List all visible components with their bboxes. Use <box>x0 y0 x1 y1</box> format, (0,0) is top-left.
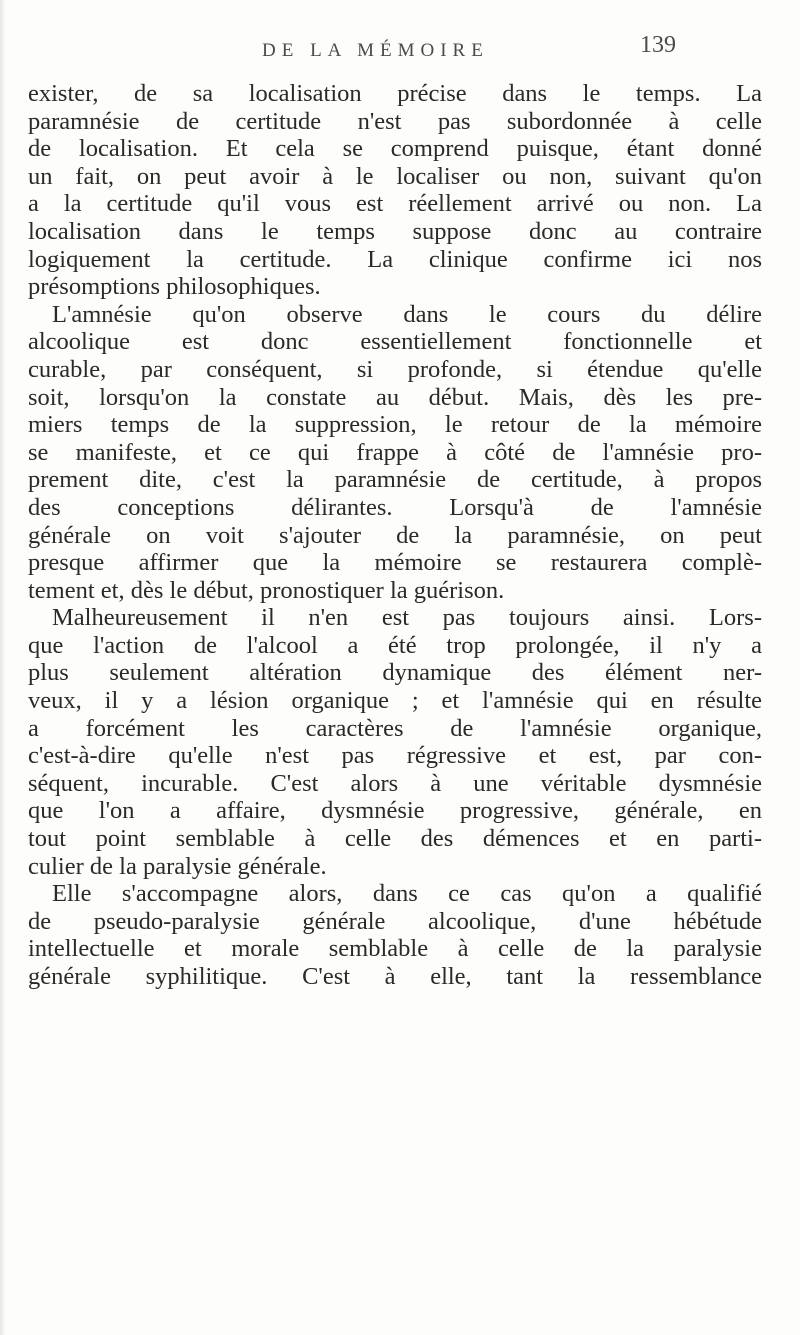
text-line: exister, de sa localisation précise dans le temps. La <box>28 80 762 107</box>
text-line: que l'on a affaire, dysmnésie progressive, générale, en <box>28 797 762 825</box>
text-line: curable, par conséquent, si profonde, si étendue qu'elle <box>28 355 762 383</box>
running-title: DE LA MÉMOIRE <box>262 40 489 61</box>
page-edge-shadow <box>0 0 6 1335</box>
text-line: L'amnésie qu'on observe dans le cours du délire <box>52 300 762 328</box>
text-line: de localisation. Et cela se comprend puisque, étant donné <box>28 135 762 163</box>
text-line: culier de la paralysie générale. <box>28 852 327 880</box>
paragraph <box>28 604 762 880</box>
text-line: se manifeste, et ce qui frappe à côté de l'amnésie pro- <box>28 438 762 466</box>
text-line: un fait, on peut avoir à le localiser ou non, suivant qu'on <box>28 162 762 190</box>
paragraph <box>28 301 762 605</box>
text-line: tout point semblable à celle des démences et en parti- <box>28 825 762 853</box>
text-line: miers temps de la suppression, le retour de la mémoire <box>28 411 762 439</box>
page-number: 139 <box>640 32 676 58</box>
text-line: générale syphilitique. C'est à elle, tant la ressemblance <box>28 963 762 990</box>
text-line: alcoolique est donc essentiellement fonctionnelle et <box>28 328 762 356</box>
text-line: a la certitude qu'il vous est réellement arrivé ou non. La <box>28 190 762 218</box>
text-line: tement et, dès le début, pronostiquer la guérison. <box>28 576 505 604</box>
paragraph <box>28 80 762 301</box>
text-line: des conceptions délirantes. Lorsqu'à de l'amnésie <box>28 493 762 521</box>
text-line: présomptions philosophiques. <box>28 273 321 301</box>
text-line: générale on voit s'ajouter de la paramnésie, on peut <box>28 521 762 549</box>
text-line: plus seulement altération dynamique des élément ner- <box>28 659 762 687</box>
body-text <box>28 80 762 991</box>
text-line: localisation dans le temps suppose donc au contraire <box>28 217 762 245</box>
text-line: prement dite, c'est la paramnésie de certitude, à propos <box>28 466 762 494</box>
text-line: intellectuelle et morale semblable à celle de la paralysie <box>28 935 762 963</box>
text-line: paramnésie de certitude n'est pas subordonnée à celle <box>28 107 762 135</box>
text-line: séquent, incurable. C'est alors à une véritable dysmnésie <box>28 769 762 797</box>
text-line: c'est-à-dire qu'elle n'est pas régressive et est, par con- <box>28 742 762 770</box>
text-line: que l'action de l'alcool a été trop prolongée, il n'y a <box>28 631 762 659</box>
text-line: Malheureusement il n'en est pas toujours ainsi. Lors- <box>52 604 762 632</box>
text-line: logiquement la certitude. La clinique confirme ici nos <box>28 245 762 273</box>
text-line: a forcément les caractères de l'amnésie organique, <box>28 714 762 742</box>
text-line: veux, il y a lésion organique ; et l'amnésie qui en résulte <box>28 687 762 715</box>
text-line: soit, lorsqu'on la constate au début. Mais, dès les pre- <box>28 383 762 411</box>
text-line: presque affirmer que la mémoire se restaurera complè- <box>28 549 762 577</box>
text-line: de pseudo-paralysie générale alcoolique, d'une hébétude <box>28 907 762 935</box>
text-line: Elle s'accompagne alors, dans ce cas qu'on a qualifié <box>52 880 762 908</box>
paragraph <box>28 880 762 990</box>
